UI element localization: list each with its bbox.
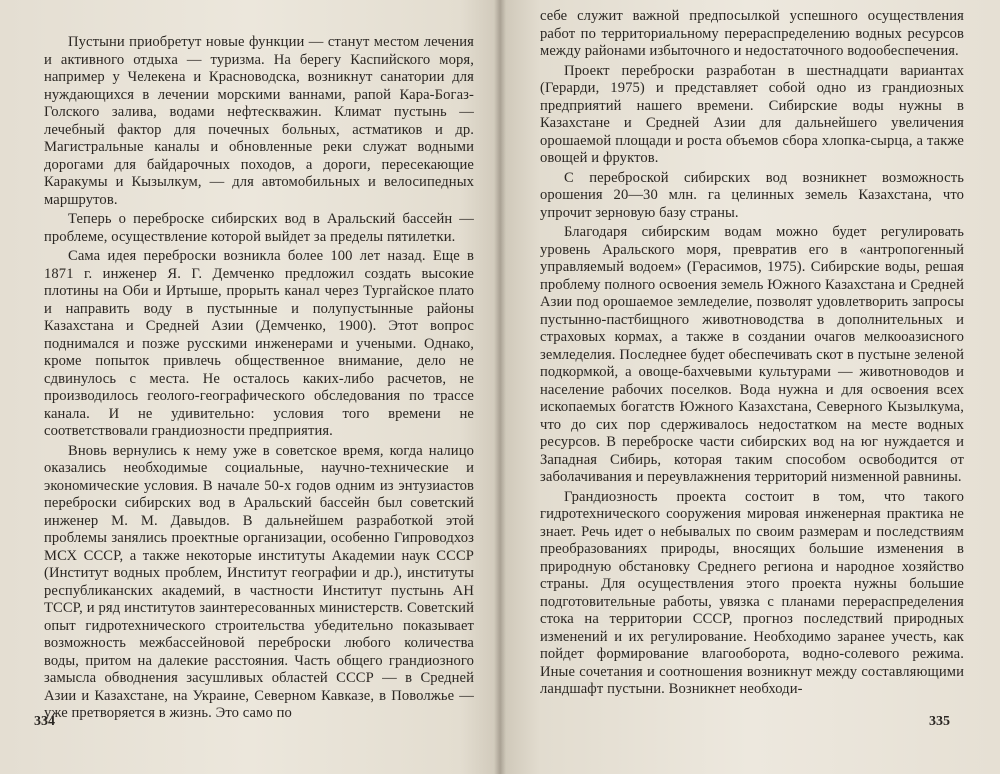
page-number: 335 (929, 714, 950, 729)
book-gutter (494, 0, 506, 774)
paragraph: Теперь о переброске сибирских вод в Аральский бассейн — проблеме, осуществление которой выйдет за пределы пятилетки. (44, 211, 474, 245)
paragraph: Проект переброски разработан в шестнадцати вариантах (Герарди, 1975) и представляет собой одно из грандиозных предприятий нашего времени. Сибирские воды нужны в Казахстане и Средней Азии для дальнейшего увеличения орошаемой площади и роста объемов сбора хлопка-сырца, а также овощей и фруктов. (540, 62, 964, 166)
paragraph: Вновь вернулись к нему уже в советское время, когда налицо оказались необходимые социальные, научно-технические и экономические условия. В начале 50-х годов одним из энтузиастов переброски сибирских вод в Аральский бассейн был советский инженер М. М. Давыдов. В дальнейшем разработкой этой проблемы занялись проектные организации, особенно Гипроводхоз МСХ СССР, а также некоторые институты Академии наук СССР (Институт водных проблем, Институт географии и др.), институты республиканских академий, в частности Институт пустынь АН ТССР, и ряд институтов заинтересованных министерств. Советский опыт гидротехнического строительства убедительно показывает возможность межбассейновой переброски любого количества воды, притом на далекие расстояния. Часть общего грандиозного замысла обводнения засушливых областей СССР — в Средней Азии и Казахстане, на Украине, Северном Кавказе, в Поволжье — уже претворяется в жизнь. Это само по (44, 442, 474, 721)
page-number: 334 (34, 714, 55, 729)
paragraph: Благодаря сибирским водам можно будет регулировать уровень Аральского моря, превратив его в «антропогенный управляемый водоем» (Герасимов, 1975). Сибирские воды, решая проблему полного освоения земель Южного Казахстана и Средней Азии под орошаемое земледелие, позволят удовлетворить запросы пустынно-пастбищного животноводства в дополнительных и страховых кормах, а также в создании очагов мелкооазисного земледелия. Последнее будет обеспечивать скот в пустыне зеленой подкормкой, а овоще-бахчевыми культурами — животноводов и население рабочих поселков. Вода нужна и для освоения всех ископаемых богатств Южного Казахстана, Северного Кызылкума, что до сих пор сдерживалось недостатком на месте водных ресурсов. В переброске части сибирских вод на юг нуждается и Западная Сибирь, которая таким способом освободится от заболачивания и переувлажнения территорий низменной равнины. (540, 224, 964, 485)
paragraph-continued: себе служит важной предпосылкой успешного осуществления работ по территориальному перераспределению водных ресурсов между районами избыточного и недостаточного водообеспечения. (540, 8, 964, 59)
paragraph: С переброской сибирских вод возникнет возможность орошения 20—30 млн. га целинных земель Казахстана, что упрочит зерновую базу страны. (540, 169, 964, 221)
paragraph: Грандиозность проекта состоит в том, что такого гидротехнического сооружения мировая инженерная практика не знает. Речь идет о небывалых по своим размерам и последствиям преобразованиях природы, вносящих большие изменения в природную обстановку Среднего региона и народное хозяйство страны. Для осуществления этого проекта нужны большие подготовительные работы, увязка с планами перераспределения стока на территории СССР, прогноз последствий природных изменений и их регулирование. Необходимо заранее учесть, как пойдет формирование влагооборота, водно-солевого режима. Иные сочетания и соотношения возникнут между составляющими ландшафт пустыни. Возникнет необходи- (540, 488, 964, 697)
right-page-text (540, 8, 964, 699)
paragraph: Сама идея переброски возникла более 100 лет назад. Еще в 1871 г. инженер Я. Г. Демченко предложил создать высокие плотины на Оби и Иртыше, прорыть канал через Тургайское плато и направить воду в пустынные и полупустынные районы Казахстана и Средней Азии (Демченко, 1900). Этот вопрос поднимался и позже русскими инженерами и учеными. Однако, кроме попыток привлечь общественное внимание, дело не сдвинулось с места. Не осталось каких-либо расчетов, не производилось геолого-географического обследования по трассе канала. И не удивительно: условия того времени не соответствовали грандиозности предприятия. (44, 248, 474, 439)
paragraph: Пустыни приобретут новые функции — станут местом лечения и активного отдыха — туризма. На берегу Каспийского моря, например у Челекена и Красноводска, возникнут санатории для нуждающихся в лечении морскими ваннами, рапой Кара-Богаз-Голского залива, водами нефтескважин. Климат пустынь — лечебный фактор для почечных больных, астматиков и др. Магистральные каналы и обновленные реки служат водными дорогами для байдарочных походов, а дороги, пересекающие Каракумы и Кызылкум, — для автомобильных и велосипедных маршрутов. (44, 34, 474, 208)
right-page (500, 0, 1000, 774)
left-page-text (44, 34, 474, 723)
